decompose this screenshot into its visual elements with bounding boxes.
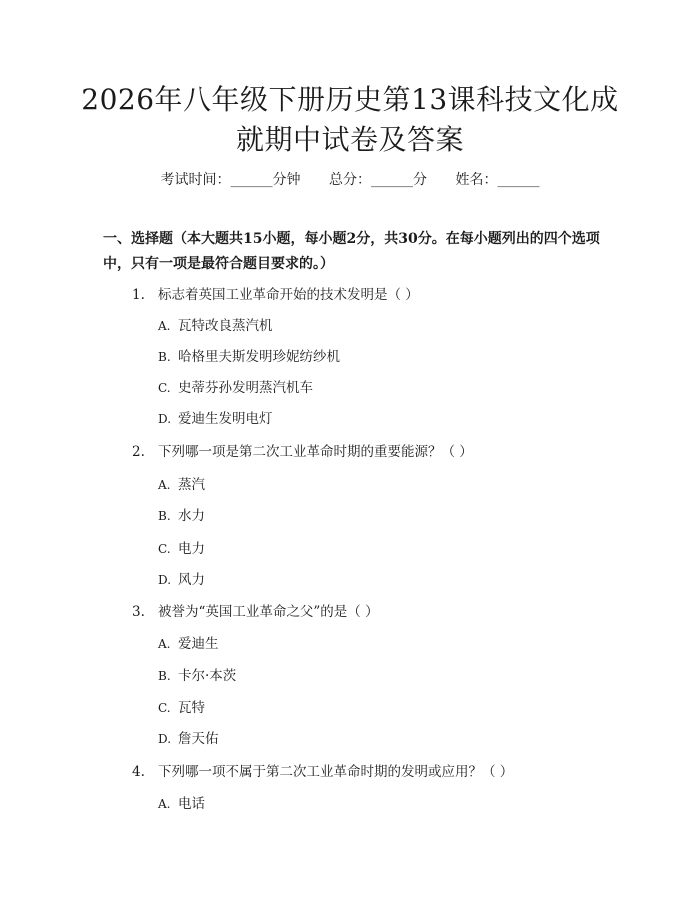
option xyxy=(158,792,205,812)
option-text: 哈格里夫斯发明珍妮纺纱机 xyxy=(178,349,340,365)
question xyxy=(132,283,419,303)
option-letter: B. xyxy=(158,509,171,523)
question xyxy=(132,600,379,620)
option-text: 蒸汽 xyxy=(178,477,205,493)
exam-time: 考试时间：______分钟 xyxy=(160,172,301,188)
option-letter: C. xyxy=(158,701,171,715)
option-text: 卡尔·本茨 xyxy=(178,668,237,684)
option-text: 詹天佑 xyxy=(178,731,219,747)
option xyxy=(158,696,205,716)
page-title-line1: 2026年八年级下册历史第13课科技文化成 xyxy=(81,83,619,116)
option xyxy=(158,664,236,684)
option xyxy=(158,473,205,493)
option-text: 瓦特 xyxy=(178,700,205,716)
question-number: 3. xyxy=(132,604,145,620)
section-heading: 一、选择题（本大题共15小题，每小题2分，共30分。在每小题列出的四个选项中，只有一项是最符合题目要求的。） xyxy=(103,231,600,272)
question-number: 4. xyxy=(132,764,145,780)
option xyxy=(158,568,205,588)
option xyxy=(158,632,219,652)
option-text: 爱迪生发明电灯 xyxy=(178,411,273,427)
exam-meta xyxy=(0,169,700,189)
option-text: 风力 xyxy=(178,572,205,588)
option xyxy=(158,504,205,524)
question-text: 标志着英国工业革命开始的技术发明是（ ） xyxy=(158,287,419,303)
option-letter: D. xyxy=(158,732,172,746)
option-text: 瓦特改良蒸汽机 xyxy=(178,318,273,334)
question xyxy=(132,440,473,460)
option-text: 电话 xyxy=(178,796,205,812)
question-text: 下列哪一项是第二次工业革命时期的重要能源？（ ） xyxy=(158,444,473,460)
option xyxy=(158,727,219,747)
option-text: 史蒂芬孙发明蒸汽机车 xyxy=(178,380,313,396)
option-letter: B. xyxy=(158,669,171,683)
option xyxy=(158,407,273,427)
option-letter: A. xyxy=(158,797,171,811)
question-text: 下列哪一项不属于第二次工业革命时期的发明或应用？（ ） xyxy=(158,764,514,780)
question-number: 2. xyxy=(132,444,145,460)
option-letter: A. xyxy=(158,637,171,651)
option-text: 水力 xyxy=(178,508,205,524)
option xyxy=(158,345,340,365)
option-letter: D. xyxy=(158,573,172,587)
option xyxy=(158,537,205,557)
option-text: 爱迪生 xyxy=(178,636,219,652)
option xyxy=(158,376,313,396)
total-score: 总分：______分 xyxy=(329,172,427,188)
option-letter: C. xyxy=(158,542,171,556)
question-number: 1. xyxy=(132,287,145,303)
question xyxy=(132,760,513,780)
option-letter: D. xyxy=(158,412,172,426)
option-letter: B. xyxy=(158,350,171,364)
option xyxy=(158,314,273,334)
option-text: 电力 xyxy=(178,541,205,557)
option-letter: C. xyxy=(158,381,171,395)
option-letter: A. xyxy=(158,319,171,333)
option-letter: A. xyxy=(158,478,171,492)
page-title-line2: 就期中试卷及答案 xyxy=(235,123,464,156)
question-text: 被誉为“英国工业革命之父”的是（ ） xyxy=(158,604,379,620)
student-name: 姓名：______ xyxy=(455,172,540,188)
